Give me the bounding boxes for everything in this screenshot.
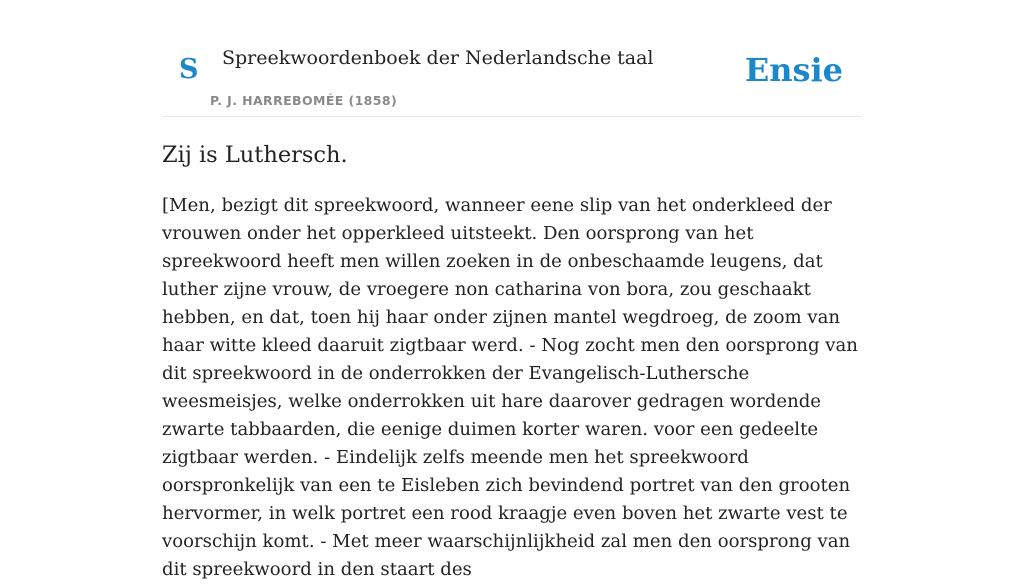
ensie-logo-link[interactable]: Ensie xyxy=(744,51,843,89)
entry-body: [Men, bezigt dit spreekwoord, wanneer eene slip van het onderkleed der vrouwen onder het opperkleed uitsteekt. Den oorsprong van het spreekwoord heeft men willen zoeken in de onbeschaamde leugens, dat luther zijne vrouw, de vroegere non catharina von bora, zou geschaakt hebben, en dat, toen hij haar onder zijnen mantel wegdroeg, de zoom van haar witte kleed daaruit zigtbaar werd. - Nog zocht men den oorsprong van dit spreekwoord in de onderrokken der Evangelisch-Luthersche weesmeisjes, welke onderrokken uit hare daarover gedragen wordende zwarte tabbaarden, die eenige duimen korter waren. voor een gedeelte zigtbaar werden. - Eindelijk zelfs meende men het spreekwoord oorspronkelijk van een te Eisleben zich bevindend portret van den grooten hervormer, in welk portret een rood kraagje even boven het zwarte vest te voorschijn komt. - Met meer waarschijnlijkheid zal men den oorsprong van dit spreekwoord in den staart des xyxy=(162,195,858,580)
entry-title: Zij is Luthersch. xyxy=(162,142,348,168)
book-header xyxy=(162,0,862,117)
book-title-link[interactable]: Spreekwoordenboek der Nederlandsche taal xyxy=(222,47,654,69)
book-author: P. J. HARREBOMÉE (1858) xyxy=(210,93,398,108)
book-logo-letter[interactable]: S xyxy=(179,54,199,85)
